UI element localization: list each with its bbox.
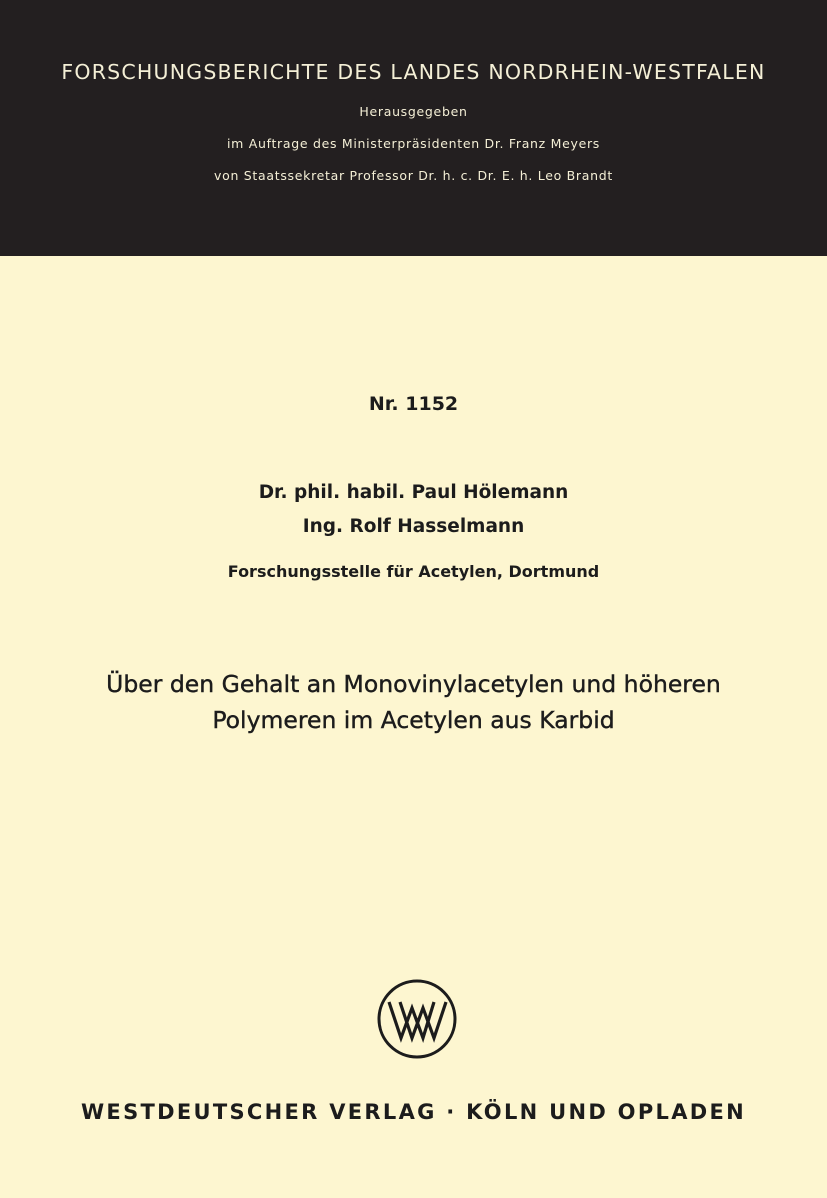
westdeutscher-verlag-logo-icon	[376, 978, 458, 1060]
editor-line-secretary: von Staatssekretar Professor Dr. h. c. Dr. E. h. Leo Brandt	[214, 168, 613, 183]
editor-line-published: Herausgegeben	[359, 104, 468, 119]
author-primary: Dr. phil. habil. Paul Hölemann	[258, 482, 569, 503]
header-band	[0, 0, 827, 256]
title-line-1: Über den Gehalt an Monovinylacetylen und höheren	[106, 670, 721, 698]
publisher-imprint: WESTDEUTSCHER VERLAG · KÖLN UND OPLADEN	[80, 1100, 747, 1124]
report-number: Nr. 1152	[368, 393, 459, 415]
editor-line-commission: im Auftrage des Ministerpräsidenten Dr. Franz Meyers	[226, 136, 601, 151]
title-line-2: Polymeren im Acetylen aus Karbid	[212, 706, 615, 734]
author-secondary: Ing. Rolf Hasselmann	[302, 516, 525, 537]
series-title: FORSCHUNGSBERICHTE DES LANDES NORDRHEIN-WESTFALEN	[61, 60, 766, 84]
institute: Forschungsstelle für Acetylen, Dortmund	[227, 562, 600, 581]
